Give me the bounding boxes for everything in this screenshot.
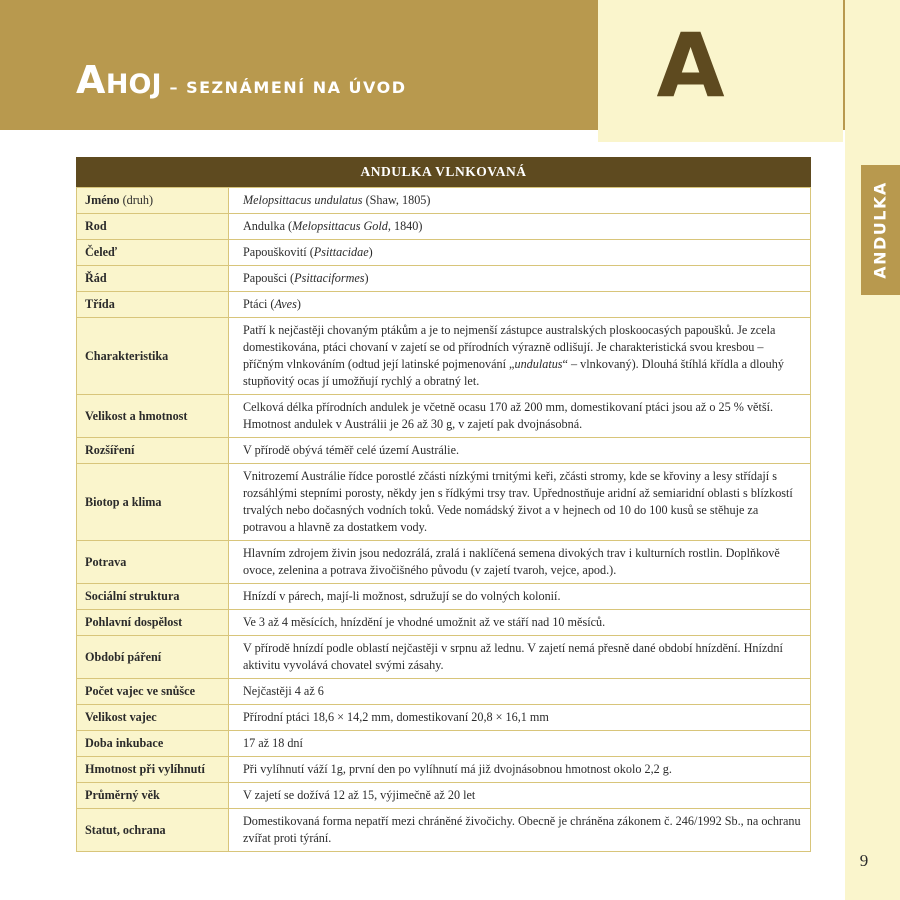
row-label-text: Řád xyxy=(85,271,107,285)
value-text: Patří k nejčastěji chovaným ptákům a je to nejmenší zástupce australských ploskoocasých papoušků. Je zcela domestikována, ptáci chovaní v zajetí se od přírodních výrazně odlišují. Je charakteristická svou kresbou – příčným vlnkováním (odtud její latinské pojmenování „ xyxy=(243,323,776,371)
row-label xyxy=(77,584,229,610)
row-label xyxy=(77,783,229,809)
value-text: ) xyxy=(296,297,301,311)
latin-name: Psittaciformes xyxy=(294,271,365,285)
species-info-table xyxy=(76,157,811,852)
latin-name: Psittacidae xyxy=(313,245,369,259)
page-number: 9 xyxy=(859,851,869,870)
value-text: Nejčastěji 4 až 6 xyxy=(243,684,324,698)
table-row xyxy=(77,188,811,214)
row-label-text: Jméno xyxy=(85,193,120,207)
row-label xyxy=(77,541,229,584)
row-value xyxy=(229,318,811,395)
row-value xyxy=(229,636,811,679)
value-text: ) xyxy=(368,245,373,259)
value-text: V přírodě hnízdí podle oblastí nejčastěji v srpnu až lednu. V zajetí nemá přesně dané období hnízdění. Hnízdní aktivitu vyvolává chovatel svými zásahy. xyxy=(243,641,783,672)
row-label-text: Čeleď xyxy=(85,245,117,259)
latin-name: undulatus xyxy=(514,357,563,371)
value-text: Domestikovaná forma nepatří mezi chráněné živočichy. Obecně je chráněna zákonem č. 246/1992 Sb., na ochranu zvířat proti týrání. xyxy=(243,814,801,845)
latin-name: Melopsittacus undulatus xyxy=(243,193,363,207)
page-title xyxy=(76,58,407,102)
row-label xyxy=(77,318,229,395)
row-value xyxy=(229,757,811,783)
row-label-text: Pohlavní dospělost xyxy=(85,615,183,629)
page-title-word: HOJ xyxy=(105,69,162,100)
row-label xyxy=(77,188,229,214)
row-label-text: Rod xyxy=(85,219,107,233)
table-row xyxy=(77,214,811,240)
table-row xyxy=(77,395,811,438)
value-text: “ – vlnkovaný). Dlouhá štíhlá křídla a dlouhý stupňovitý ocas jí umožňují rychlý a obratný let. xyxy=(243,357,784,388)
value-text: Vnitrozemí Austrálie řídce porostlé zčásti nízkými trnitými keři, zčásti stromy, kde se křoviny a lesy střídají s rozsáhlými stepními porosty, někdy jen s řídkými trsy trav. Upřednostňuje aridní až semiaridní oblasti s blízkostí trvalých nebo dočasných vodních toků. Vede nomádský život a v hejnech od 10 do 100 kusů se stěhuje za potravou a hlavně za dostatkem vody. xyxy=(243,469,793,534)
row-value xyxy=(229,584,811,610)
row-label-text: Potrava xyxy=(85,554,127,569)
table-row xyxy=(77,584,811,610)
value-text: ) xyxy=(364,271,369,285)
row-value xyxy=(229,809,811,852)
latin-name: Melopsittacus Gold xyxy=(292,219,388,233)
value-text: Přírodní ptáci 18,6 × 14,2 mm, domestikovaní 20,8 × 16,1 mm xyxy=(243,710,549,724)
table-row xyxy=(77,292,811,318)
row-label-text: Hmotnost při vylíhnutí xyxy=(85,762,205,776)
row-label xyxy=(77,705,229,731)
row-label xyxy=(77,731,229,757)
row-label xyxy=(77,757,229,783)
side-tab-label: ANDULKA xyxy=(870,181,890,279)
table-row xyxy=(77,610,811,636)
row-label xyxy=(77,292,229,318)
table-title: ANDULKA VLNKOVANÁ xyxy=(76,157,811,187)
table-row xyxy=(77,783,811,809)
row-label-extra: (druh) xyxy=(122,193,154,207)
value-text: , 1840) xyxy=(387,219,423,233)
table-row xyxy=(77,318,811,395)
value-text: Hnízdí v párech, mají-li možnost, sdružují se do volných kolonií. xyxy=(243,589,561,603)
table-row xyxy=(77,809,811,852)
row-label xyxy=(77,679,229,705)
row-label-text: Velikost vajec xyxy=(85,710,157,724)
row-label-text: Sociální struktura xyxy=(85,589,180,603)
row-value xyxy=(229,705,811,731)
row-label-text: Průměrný věk xyxy=(85,788,160,802)
row-value xyxy=(229,731,811,757)
row-label-text: Období páření xyxy=(85,649,162,664)
page-title-initial: A xyxy=(76,58,106,102)
row-label-text: Statut, ochrana xyxy=(85,822,166,837)
side-strip xyxy=(845,0,900,900)
row-value xyxy=(229,395,811,438)
row-label xyxy=(77,240,229,266)
row-value xyxy=(229,438,811,464)
table-row xyxy=(77,731,811,757)
value-text: Ptáci ( xyxy=(243,297,275,311)
section-letter: A xyxy=(656,14,725,117)
row-value xyxy=(229,610,811,636)
table-row xyxy=(77,757,811,783)
row-label xyxy=(77,395,229,438)
value-text: 17 až 18 dní xyxy=(243,736,303,750)
table-row xyxy=(77,541,811,584)
table-body xyxy=(77,188,811,852)
page-subtitle: – SEZNÁMENÍ NA ÚVOD xyxy=(169,78,407,97)
value-text: Ve 3 až 4 měsících, hnízdění je vhodné umožnit až ve stáří nad 10 měsíců. xyxy=(243,615,606,629)
row-label-text: Třída xyxy=(85,297,115,311)
table-row xyxy=(77,705,811,731)
row-label xyxy=(77,809,229,852)
row-value xyxy=(229,783,811,809)
value-text: Celková délka přírodních andulek je včetně ocasu 170 až 200 mm, domestikovaní ptáci jsou až o 25 % větší. Hmotnost andulek v Austrálii je 26 až 30 g, v zajetí pak dvojnásobná. xyxy=(243,400,774,431)
row-value xyxy=(229,464,811,541)
table-row xyxy=(77,438,811,464)
row-label-text: Velikost a hmotnost xyxy=(85,408,188,423)
row-label xyxy=(77,636,229,679)
value-text: Při vylíhnutí váží 1g, první den po vylíhnutí má již dvojnásobnou hmotnost okolo 2,2 g. xyxy=(243,762,672,776)
row-value xyxy=(229,240,811,266)
row-label-text: Biotop a klima xyxy=(85,494,162,509)
section-letter-box xyxy=(598,0,843,142)
row-value xyxy=(229,292,811,318)
row-label xyxy=(77,438,229,464)
row-label-text: Počet vajec ve snůšce xyxy=(85,684,195,698)
value-text: V zajetí se dožívá 12 až 15, výjimečně až 20 let xyxy=(243,788,476,802)
value-text: Papoušci ( xyxy=(243,271,295,285)
row-label xyxy=(77,464,229,541)
table-row xyxy=(77,240,811,266)
value-text: V přírodě obývá téměř celé území Austrálie. xyxy=(243,443,460,457)
latin-name: Aves xyxy=(274,297,297,311)
row-value xyxy=(229,188,811,214)
row-label xyxy=(77,214,229,240)
value-text: Hlavním zdrojem živin jsou nedozrálá, zralá i naklíčená semena divokých trav i kulturních rostlin. Doplňkově ovoce, zelenina a potrava živočišného původu (v zajetí tvaroh, vejce, apod.). xyxy=(243,546,780,577)
table-row xyxy=(77,679,811,705)
table-row xyxy=(77,266,811,292)
value-text: (Shaw, 1805) xyxy=(362,193,431,207)
table-row xyxy=(77,464,811,541)
row-value xyxy=(229,679,811,705)
row-label-text: Charakteristika xyxy=(85,348,169,363)
row-value xyxy=(229,541,811,584)
value-text: Andulka ( xyxy=(243,219,293,233)
table-row xyxy=(77,636,811,679)
row-label-text: Rozšíření xyxy=(85,443,135,457)
row-label-text: Doba inkubace xyxy=(85,736,164,750)
row-value xyxy=(229,214,811,240)
row-value xyxy=(229,266,811,292)
row-label xyxy=(77,610,229,636)
row-label xyxy=(77,266,229,292)
value-text: Papouškovití ( xyxy=(243,245,314,259)
